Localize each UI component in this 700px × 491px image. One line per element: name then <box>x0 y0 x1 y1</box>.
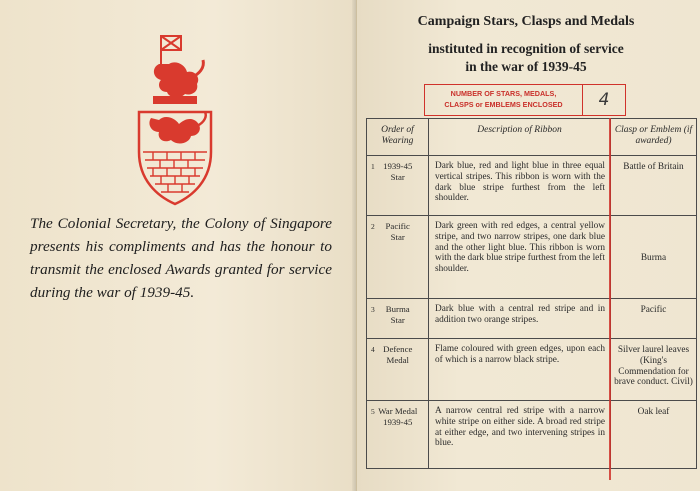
order-number: 5 <box>371 407 375 416</box>
award-name: War Medal 1939-45 <box>378 406 418 427</box>
enclosed-count-label <box>425 85 583 115</box>
clasp-emblem: Pacific <box>611 299 697 339</box>
order-cell <box>367 339 429 401</box>
medals-table <box>366 118 697 469</box>
header-order-of-wearing: Order of Wearing <box>367 119 429 156</box>
document-subtitle <box>356 40 696 76</box>
order-cell <box>367 156 429 216</box>
covering-message: The Colonial Secretary, the Colony of Singapore presents his compliments and has the honour to transmit the enclosed Awards granted for service during the war of 1939-45. <box>30 215 332 301</box>
ribbon-description: Dark blue with a central red stripe and in addition two orange stripes. <box>429 299 611 339</box>
enclosed-count-box <box>424 84 626 116</box>
award-name: Defence Medal <box>383 344 413 365</box>
document-title: Campaign Stars, Clasps and Medals <box>417 14 635 29</box>
order-cell <box>367 216 429 299</box>
clasp-emblem: Silver laurel leaves (King's Commendation for brave conduct. Civil) <box>611 339 697 401</box>
table-row <box>367 401 697 469</box>
order-number: 3 <box>371 305 375 314</box>
clasp-emblem: Oak leaf <box>611 401 697 469</box>
order-number: 2 <box>371 222 375 231</box>
table-row <box>367 339 697 401</box>
colony-crest-emblem <box>133 34 217 206</box>
table-header-row <box>367 119 697 156</box>
subtitle-line-2: in the war of 1939-45 <box>465 59 587 74</box>
order-number: 4 <box>371 345 375 354</box>
ribbon-description: Dark blue, red and light blue in three equal vertical stripes. This ribbon is worn with the dark blue stripe furthest from the left shoulder. <box>429 156 611 216</box>
table-row <box>367 156 697 216</box>
order-cell <box>367 299 429 339</box>
header-description-of-ribbon: Description of Ribbon <box>429 119 611 156</box>
award-name: Pacific Star <box>385 221 410 242</box>
clasp-emblem: Burma <box>611 216 697 299</box>
award-name: 1939-45 Star <box>383 161 413 182</box>
count-label-line-1: NUMBER OF STARS, MEDALS, <box>450 89 557 98</box>
table-row <box>367 216 697 299</box>
ribbon-description: A narrow central red stripe with a narrow white stripe on either side. A broad red stripe at either edge, and two intervening stripes in blue. <box>429 401 611 469</box>
subtitle-line-1: instituted in recognition of service <box>428 41 624 56</box>
enclosed-count-value: 4 <box>598 90 610 110</box>
header-clasp-or-emblem: Clasp or Emblem (if awarded) <box>611 119 697 156</box>
order-cell <box>367 401 429 469</box>
award-name: Burma Star <box>385 304 410 325</box>
clasp-emblem: Battle of Britain <box>611 156 697 216</box>
order-number: 1 <box>371 162 375 171</box>
table-row <box>367 299 697 339</box>
red-margin-line <box>609 118 611 480</box>
ribbon-description: Dark green with red edges, a central yellow stripe, and two narrow stripes, one dark blue and the other light blue. This ribbon is worn with the dark blue stripe furthest from the left shoulder. <box>429 216 611 299</box>
count-label-line-2: CLASPS or EMBLEMS ENCLOSED <box>444 100 563 109</box>
ribbon-description: Flame coloured with green edges, upon each of which is a narrow black stripe. <box>429 339 611 401</box>
